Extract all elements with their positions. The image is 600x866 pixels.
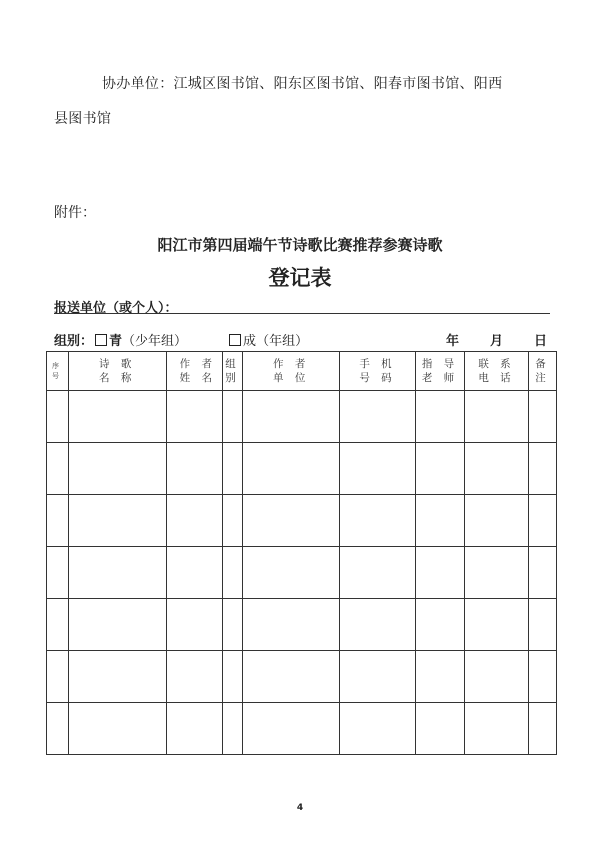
table-cell[interactable] [529, 443, 557, 495]
header-poem-title: 诗 歌 名 称 [69, 352, 167, 391]
table-cell[interactable] [340, 703, 416, 755]
table-cell[interactable] [223, 599, 243, 651]
table-cell[interactable] [69, 599, 167, 651]
table-row [47, 443, 557, 495]
table-cell[interactable] [243, 599, 340, 651]
table-cell[interactable] [223, 495, 243, 547]
table-cell[interactable] [69, 547, 167, 599]
header-contact-phone: 联 系 电 话 [465, 352, 529, 391]
table-cell[interactable] [529, 703, 557, 755]
table-cell[interactable] [243, 391, 340, 443]
table-cell[interactable] [47, 495, 69, 547]
table-cell[interactable] [465, 443, 529, 495]
month-label: 月 [490, 334, 504, 349]
table-cell[interactable] [223, 547, 243, 599]
table-cell[interactable] [69, 703, 167, 755]
header-remarks: 备 注 [529, 352, 557, 391]
table-cell[interactable] [167, 599, 223, 651]
day-label: 日 [534, 334, 548, 349]
header-advisor: 指 导 老 师 [416, 352, 465, 391]
header-serial-number: 序 号 [47, 352, 69, 391]
table-cell[interactable] [47, 599, 69, 651]
table-cell[interactable] [529, 599, 557, 651]
table-cell[interactable] [223, 391, 243, 443]
table-cell[interactable] [416, 547, 465, 599]
table-cell[interactable] [243, 495, 340, 547]
table-cell[interactable] [167, 495, 223, 547]
table-cell[interactable] [243, 443, 340, 495]
table-cell[interactable] [416, 599, 465, 651]
form-title: 阳江市第四届端午节诗歌比赛推荐参赛诗歌 [157, 236, 443, 254]
table-row [47, 599, 557, 651]
table-cell[interactable] [340, 391, 416, 443]
table-cell[interactable] [223, 703, 243, 755]
table-cell[interactable] [416, 391, 465, 443]
table-header-row [47, 352, 557, 391]
intro-line-2: 县图书馆 [54, 111, 112, 127]
table-cell[interactable] [529, 651, 557, 703]
youth-option-note: （少年组） [122, 334, 188, 349]
table-cell[interactable] [47, 391, 69, 443]
table-cell[interactable] [529, 547, 557, 599]
table-cell[interactable] [340, 599, 416, 651]
table-cell[interactable] [416, 495, 465, 547]
table-cell[interactable] [416, 651, 465, 703]
table-cell[interactable] [167, 651, 223, 703]
header-author-name: 作 者 姓 名 [167, 352, 223, 391]
table-row [47, 703, 557, 755]
table-cell[interactable] [243, 703, 340, 755]
table-cell[interactable] [47, 703, 69, 755]
youth-checkbox[interactable] [95, 334, 107, 346]
header-group: 组 别 [223, 352, 243, 391]
table-cell[interactable] [243, 651, 340, 703]
page-number: 4 [296, 803, 304, 813]
table-row [47, 651, 557, 703]
table-cell[interactable] [340, 443, 416, 495]
table-cell[interactable] [243, 547, 340, 599]
unit-input-line[interactable] [54, 313, 550, 314]
table-cell[interactable] [69, 443, 167, 495]
table-cell[interactable] [340, 547, 416, 599]
table-cell[interactable] [47, 443, 69, 495]
table-cell[interactable] [465, 703, 529, 755]
table-cell[interactable] [47, 547, 69, 599]
table-row [47, 547, 557, 599]
table-cell[interactable] [529, 495, 557, 547]
group-label: 组别： [54, 334, 94, 349]
group-row [54, 330, 308, 349]
table-cell[interactable] [465, 651, 529, 703]
table-cell[interactable] [167, 703, 223, 755]
table-cell[interactable] [465, 547, 529, 599]
table-cell[interactable] [465, 599, 529, 651]
intro-line-1: 协办单位：江城区图书馆、阳东区图书馆、阳春市图书馆、阳西 [102, 76, 503, 92]
attachment-label: 附件： [54, 205, 96, 221]
form-subtitle: 登记表 [268, 266, 332, 290]
table-cell[interactable] [69, 391, 167, 443]
header-phone-number: 手 机 号 码 [340, 352, 416, 391]
table-cell[interactable] [167, 547, 223, 599]
table-row [47, 495, 557, 547]
table-cell[interactable] [47, 651, 69, 703]
table-cell[interactable] [223, 443, 243, 495]
table-cell[interactable] [416, 443, 465, 495]
header-author-unit: 作 者 单 位 [243, 352, 340, 391]
adult-option-label: 成 [243, 334, 257, 349]
adult-checkbox[interactable] [229, 334, 241, 346]
year-label: 年 [446, 334, 460, 349]
adult-option-note: （年组） [256, 334, 309, 349]
youth-option-label: 青 [109, 334, 123, 349]
registration-table [46, 351, 557, 755]
table-cell[interactable] [340, 651, 416, 703]
table-row [47, 391, 557, 443]
table-cell[interactable] [69, 651, 167, 703]
table-cell[interactable] [529, 391, 557, 443]
table-cell[interactable] [223, 651, 243, 703]
table-cell[interactable] [167, 391, 223, 443]
table-cell[interactable] [167, 443, 223, 495]
table-cell[interactable] [69, 495, 167, 547]
table-cell[interactable] [340, 495, 416, 547]
table-cell[interactable] [416, 703, 465, 755]
table-cell[interactable] [465, 391, 529, 443]
table-cell[interactable] [465, 495, 529, 547]
unit-label: 报送单位（或个人）： [54, 301, 178, 316]
